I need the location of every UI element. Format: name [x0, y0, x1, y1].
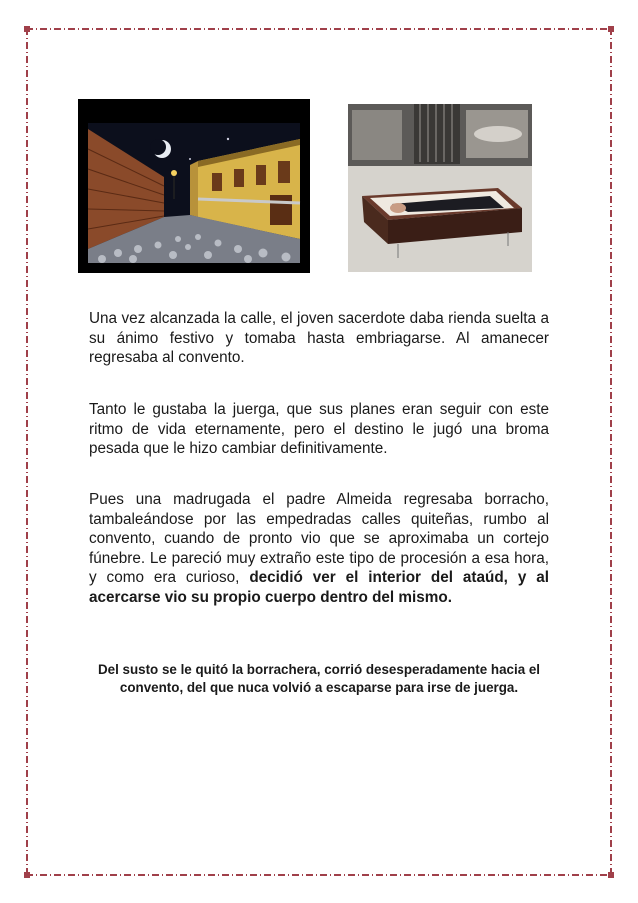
paragraph-2: Tanto le gustaba la juerga, que sus planes eran seguir con este ritmo de vida eternamente, pero el destino le jugó una broma pesada que le hizo cambiar definitivamente.: [89, 401, 549, 457]
border-corner: [24, 872, 30, 878]
page-border-left: [26, 28, 28, 876]
border-corner: [24, 26, 30, 32]
page-border-right: [610, 28, 612, 876]
border-corner: [608, 26, 614, 32]
paragraph-1: Una vez alcanzada la calle, el joven sacerdote daba rienda suelta a su ánimo festivo y tomaba hasta embriagarse. Al amanecer regresaba al convento.: [89, 310, 549, 366]
page-border-top: [26, 28, 612, 30]
paragraph-3-emphasis: decidió ver el interior del ataúd, y al acercarse vio su propio cuerpo dentro del mismo.: [89, 569, 549, 606]
closing-paragraph: Del susto se le quitó la borrachera, corrió desesperadamente hacia el convento, del que nuca volvió a escaparse para irse de juerga.: [97, 662, 541, 695]
paragraph-3-text: Pues una madrugada el padre Almeida regresaba borracho, tambaleándose por las empedradas calles quiteñas, rumbo al convento, cuando de pronto vio que se aproximaba un cortejo fúnebre. Le pareció muy extraño este tipo de procesión a esa hora, y como era curioso,: [89, 491, 549, 586]
night-street-illustration: [78, 99, 310, 273]
page-border-bottom: [26, 874, 612, 876]
border-corner: [608, 872, 614, 878]
open-coffin-photo: [348, 104, 532, 272]
paragraph-3: [89, 490, 549, 607]
